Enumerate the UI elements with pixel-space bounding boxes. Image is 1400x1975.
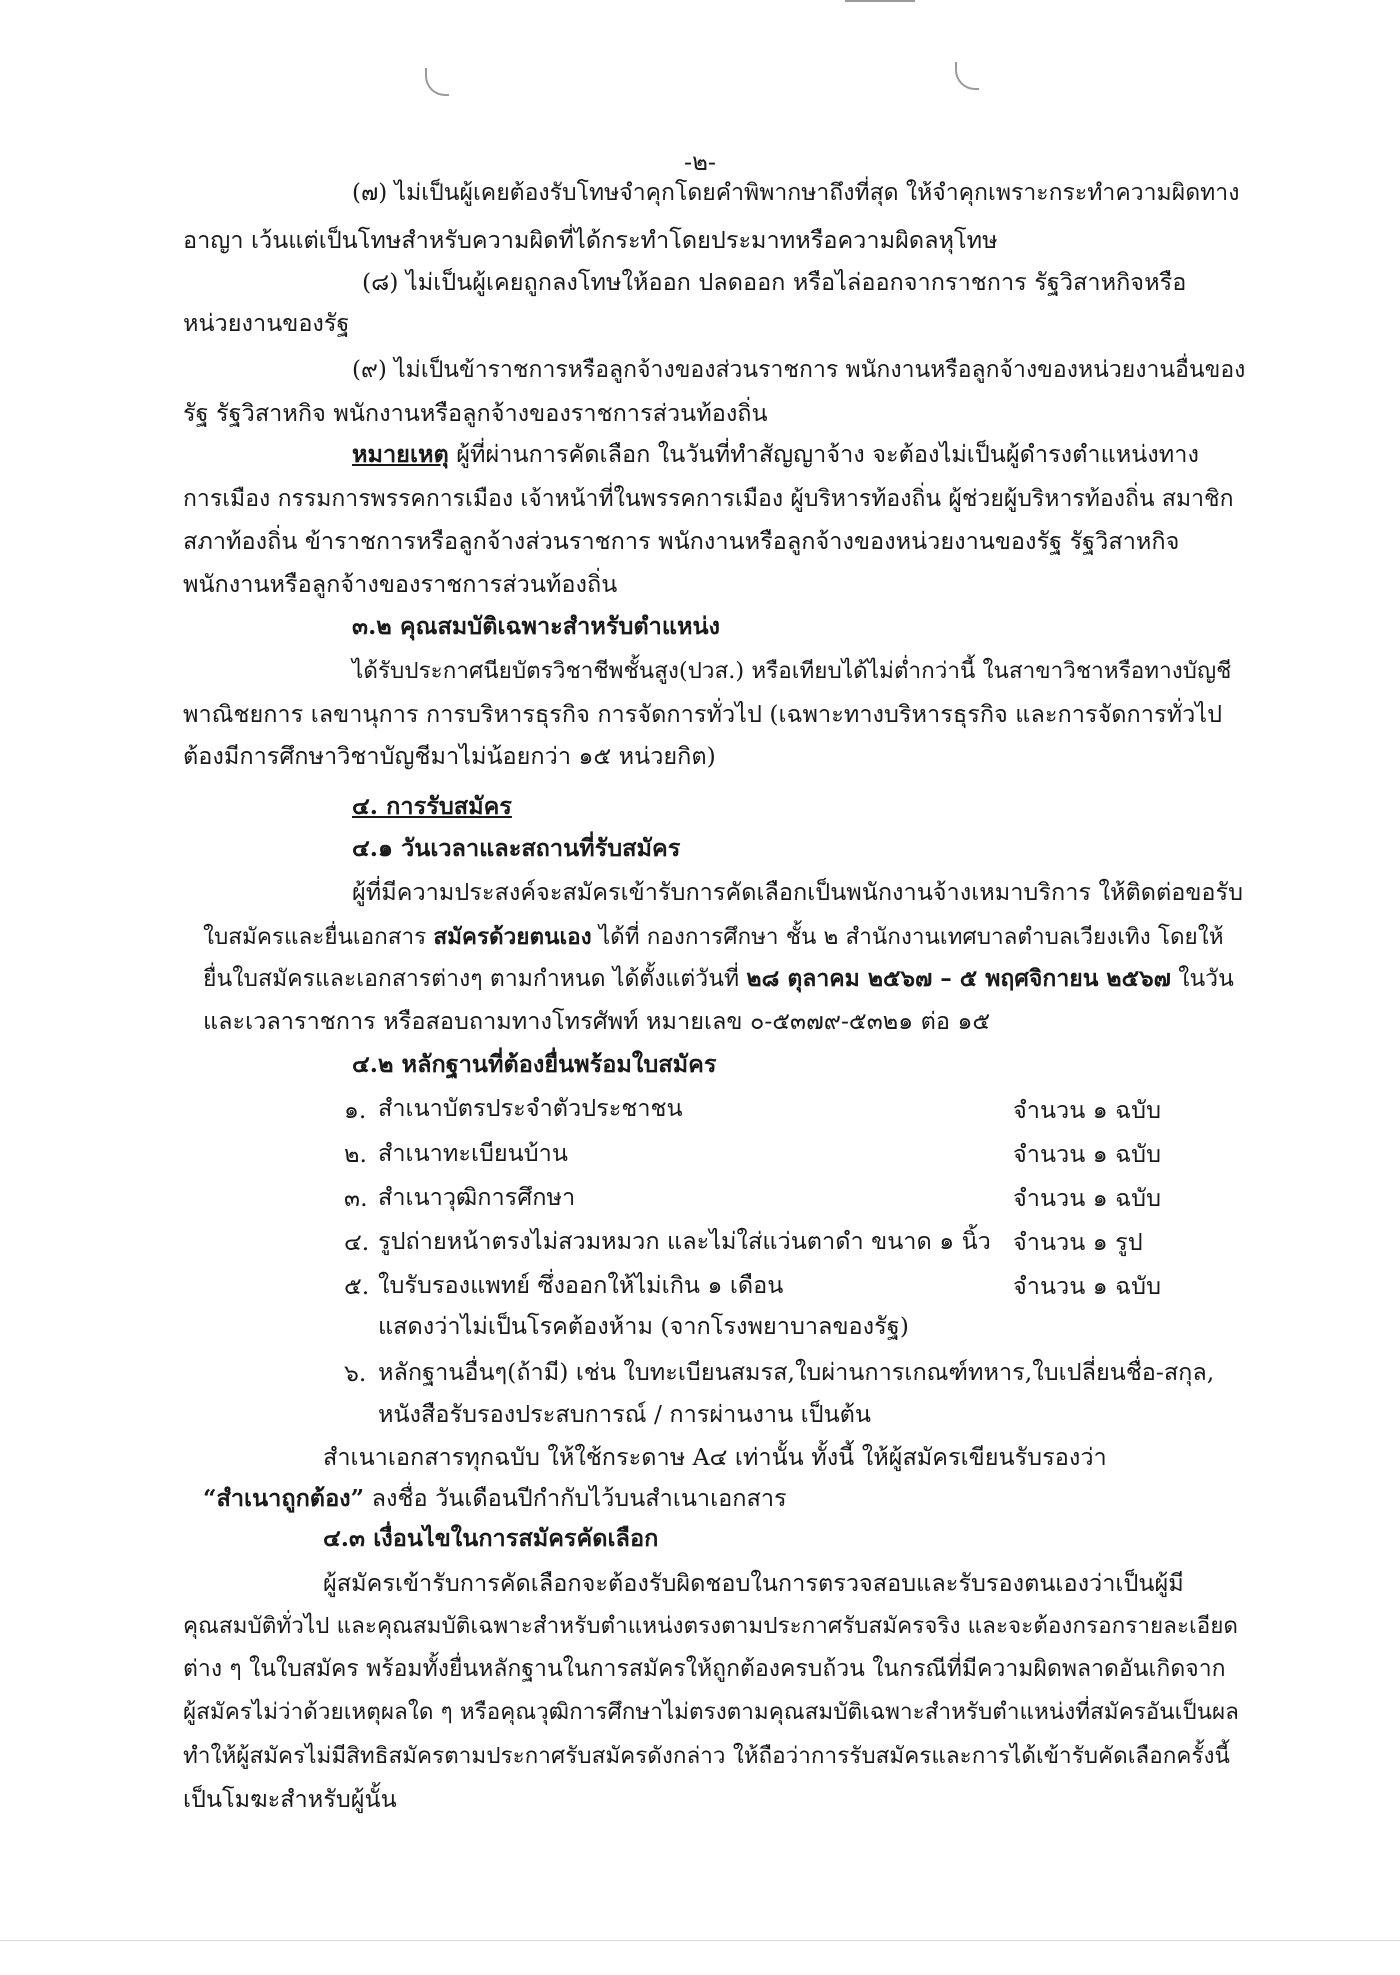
text-part: ได้ที่ กองการศึกษา ชั้น ๒ สำนักงานเทศบาลตำบลเวียงเทิง โดยให้ <box>591 924 1224 950</box>
doc-1-qty: จำนวน ๑ ฉบับ <box>1013 1096 1161 1124</box>
scan-mark-left <box>425 68 449 96</box>
section-3-2-heading: ๓.๒ คุณสมบัติเฉพาะสำหรับตำแหน่ง <box>352 612 721 640</box>
section-4-2-heading: ๔.๒ หลักฐานที่ต้องยื่นพร้อมใบสมัคร <box>352 1050 717 1078</box>
doc-1-num: ๑. <box>344 1096 367 1124</box>
text-part: ใบสมัครและยื่นเอกสาร <box>203 924 434 950</box>
section-4-3-line-2: คุณสมบัติทั่วไป และคุณสมบัติเฉพาะสำหรับตำแหน่งตรงตามประกาศรับสมัครจริง และจะต้องกรอกรายละเอียด <box>183 1613 1239 1639</box>
text-part: ในวัน <box>1170 966 1234 992</box>
section-4-3-heading: ๔.๓ เงื่อนไขในการสมัครคัดเลือก <box>323 1524 659 1552</box>
section-4-1-line-4: และเวลาราชการ หรือสอบถามทางโทรศัพท์ หมายเลข ๐-๕๓๗๙-๕๓๒๑ ต่อ ๑๕ <box>203 1007 991 1035</box>
doc-3-qty: จำนวน ๑ ฉบับ <box>1013 1184 1161 1212</box>
text-part: ลงชื่อ วันเดือนปีกำกับไว้บนสำเนาเอกสาร <box>364 1484 787 1512</box>
doc-3-num: ๓. <box>344 1184 368 1212</box>
doc-5-num: ๕. <box>344 1272 370 1300</box>
doc-4-num: ๔. <box>344 1228 370 1256</box>
doc-4-text: รูปถ่ายหน้าตรงไม่สวมหมวก และไม่ใส่แว่นตาดำ ขนาด ๑ นิ้ว <box>378 1227 991 1255</box>
scan-mark-bottom <box>0 1940 1400 1942</box>
section-4-3-line-5: ทำให้ผู้สมัครไม่มีสิทธิสมัครตามประกาศรับสมัครดังกล่าว ให้ถือว่าการรับสมัครและการได้เข้ารับคัดเลือกครั้งนี้ <box>183 1743 1230 1769</box>
note-line-4: พนักงานหรือลูกจ้างของราชการส่วนท้องถิ่น <box>183 570 618 598</box>
qual-7-line-1: (๗) ไม่เป็นผู้เคยต้องรับโทษจำคุกโดยคำพิพากษาถึงที่สุด ให้จำคุกเพราะกระทำความผิดทาง <box>352 180 1240 206</box>
page-number: -๒- <box>683 148 717 176</box>
doc-4-qty: จำนวน ๑ รูป <box>1013 1228 1143 1256</box>
doc-5-qty: จำนวน ๑ ฉบับ <box>1013 1272 1161 1300</box>
copy-instruction-line-1: สำเนาเอกสารทุกฉบับ ให้ใช้กระดาษ A๔ เท่านั้น ทั้งนี้ ให้ผู้สมัครเขียนรับรองว่า <box>323 1443 1107 1471</box>
qual-8-line-1: (๘) ไม่เป็นผู้เคยถูกลงโทษให้ออก ปลดออก หรือไล่ออกจากราชการ รัฐวิสาหกิจหรือ <box>362 268 1187 296</box>
section-3-2-line-1: ได้รับประกาศนียบัตรวิชาชีพชั้นสูง(ปวส.) หรือเทียบได้ไม่ต่ำกว่านี้ ในสาขาวิชาหรือทางบัญชี <box>352 658 1232 684</box>
note-line-1 <box>352 438 1199 470</box>
qual-8-line-2: หน่วยงานของรัฐ <box>183 309 350 337</box>
note-line-3: สภาท้องถิ่น ข้าราชการหรือลูกจ้างส่วนราชการ พนักงานหรือลูกจ้างของหน่วยงานของรัฐ รัฐวิสาหกิจ <box>183 527 1180 555</box>
section-3-2-line-2: พาณิชยการ เลขานุการ การบริหารธุรกิจ การจัดการทั่วไป (เฉพาะทางบริหารธุรกิจ และการจัดการทั่วไป <box>183 700 1223 728</box>
copy-instruction-line-2 <box>203 1482 787 1514</box>
section-4-3-line-6: เป็นโมฆะสำหรับผู้นั้น <box>183 1785 397 1813</box>
text-part: ยื่นใบสมัครและเอกสารต่างๆ ตามกำหนด ได้ตั้งแต่วันที่ <box>203 966 747 992</box>
section-4-1-line-1: ผู้ที่มีความประสงค์จะสมัครเข้ารับการคัดเลือกเป็นพนักงานจ้างเหมาบริการ ให้ติดต่อขอรับ <box>352 878 1244 906</box>
doc-5-line-2: แสดงว่าไม่เป็นโรคต้องห้าม (จากโรงพยาบาลของรัฐ) <box>378 1312 909 1340</box>
note-text: ผู้ที่ผ่านการคัดเลือก ในวันที่ทำสัญญาจ้าง จะต้องไม่เป็นผู้ดำรงตำแหน่งทาง <box>456 440 1199 468</box>
doc-2-num: ๒. <box>344 1140 367 1168</box>
doc-2-qty: จำนวน ๑ ฉบับ <box>1013 1140 1161 1168</box>
note-label: หมายเหตุ <box>352 440 449 468</box>
section-3-2-line-3: ต้องมีการศึกษาวิชาบัญชีมาไม่น้อยกว่า ๑๕ หน่วยกิต) <box>183 742 716 770</box>
doc-6-line-2: หนังสือรับรองประสบการณ์ / การผ่านงาน เป็นต้น <box>378 1400 871 1428</box>
note-line-2: การเมือง กรรมการพรรคการเมือง เจ้าหน้าที่ในพรรคการเมือง ผู้บริหารท้องถิ่น ผู้ช่วยผู้บริหารท้องถิ่น สมาชิก <box>183 486 1234 512</box>
section-4-3-line-4: ผู้สมัครไม่ว่าด้วยเหตุผลใด ๆ หรือคุณวุฒิการศึกษาไม่ตรงตามคุณสมบัติเฉพาะสำหรับตำแหน่งที่สมัครอันเป็นผล <box>183 1699 1239 1725</box>
self-apply-emphasis: สมัครด้วยตนเอง <box>433 924 592 950</box>
section-4-1-line-3 <box>203 963 1234 995</box>
section-4-3-line-3: ต่าง ๆ ในใบสมัคร พร้อมทั้งยื่นหลักฐานในการสมัครให้ถูกต้องครบถ้วน ในกรณีที่มีความผิดพลาดอันเกิดจาก <box>183 1656 1226 1682</box>
qual-7-line-2: อาญา เว้นแต่เป็นโทษสำหรับความผิดที่ได้กระทำโดยประมาทหรือความผิดลหุโทษ <box>183 226 998 254</box>
section-4-heading: ๔. การรับสมัคร <box>352 792 512 820</box>
doc-1-text: สำเนาบัตรประจำตัวประชาชน <box>378 1094 683 1122</box>
doc-6-num: ๖. <box>344 1359 367 1387</box>
application-dates: ๒๘ ตุลาคม ๒๕๖๗ – ๕ พฤศจิกายน ๒๕๖๗ <box>746 965 1171 992</box>
scan-mark-right <box>955 62 979 90</box>
doc-6-line-1: หลักฐานอื่นๆ(ถ้ามี) เช่น ใบทะเบียนสมรส,ใบผ่านการเกณฑ์ทหาร,ใบเปลี่ยนชื่อ-สกุล, <box>378 1358 1215 1386</box>
section-4-1-heading: ๔.๑ วันเวลาและสถานที่รับสมัคร <box>352 834 681 862</box>
scan-mark-top <box>845 0 915 4</box>
doc-3-text: สำเนาวุฒิการศึกษา <box>378 1183 576 1211</box>
section-4-3-line-1: ผู้สมัครเข้ารับการคัดเลือกจะต้องรับผิดชอบในการตรวจสอบและรับรองตนเองว่าเป็นผู้มี <box>323 1569 1184 1597</box>
qual-9-line-1: (๙) ไม่เป็นข้าราชการหรือลูกจ้างของส่วนราชการ พนักงานหรือลูกจ้างของหน่วยงานอื่นของ <box>352 357 1246 383</box>
doc-5-text: ใบรับรองแพทย์ ซึ่งออกให้ไม่เกิน ๑ เดือน <box>378 1271 784 1299</box>
doc-2-text: สำเนาทะเบียนบ้าน <box>378 1139 568 1167</box>
certified-copy-phrase: “สำเนาถูกต้อง” <box>203 1484 365 1512</box>
qual-9-line-2: รัฐ รัฐวิสาหกิจ พนักงานหรือลูกจ้างของราชการส่วนท้องถิ่น <box>183 399 768 427</box>
section-4-1-line-2 <box>203 921 1224 953</box>
